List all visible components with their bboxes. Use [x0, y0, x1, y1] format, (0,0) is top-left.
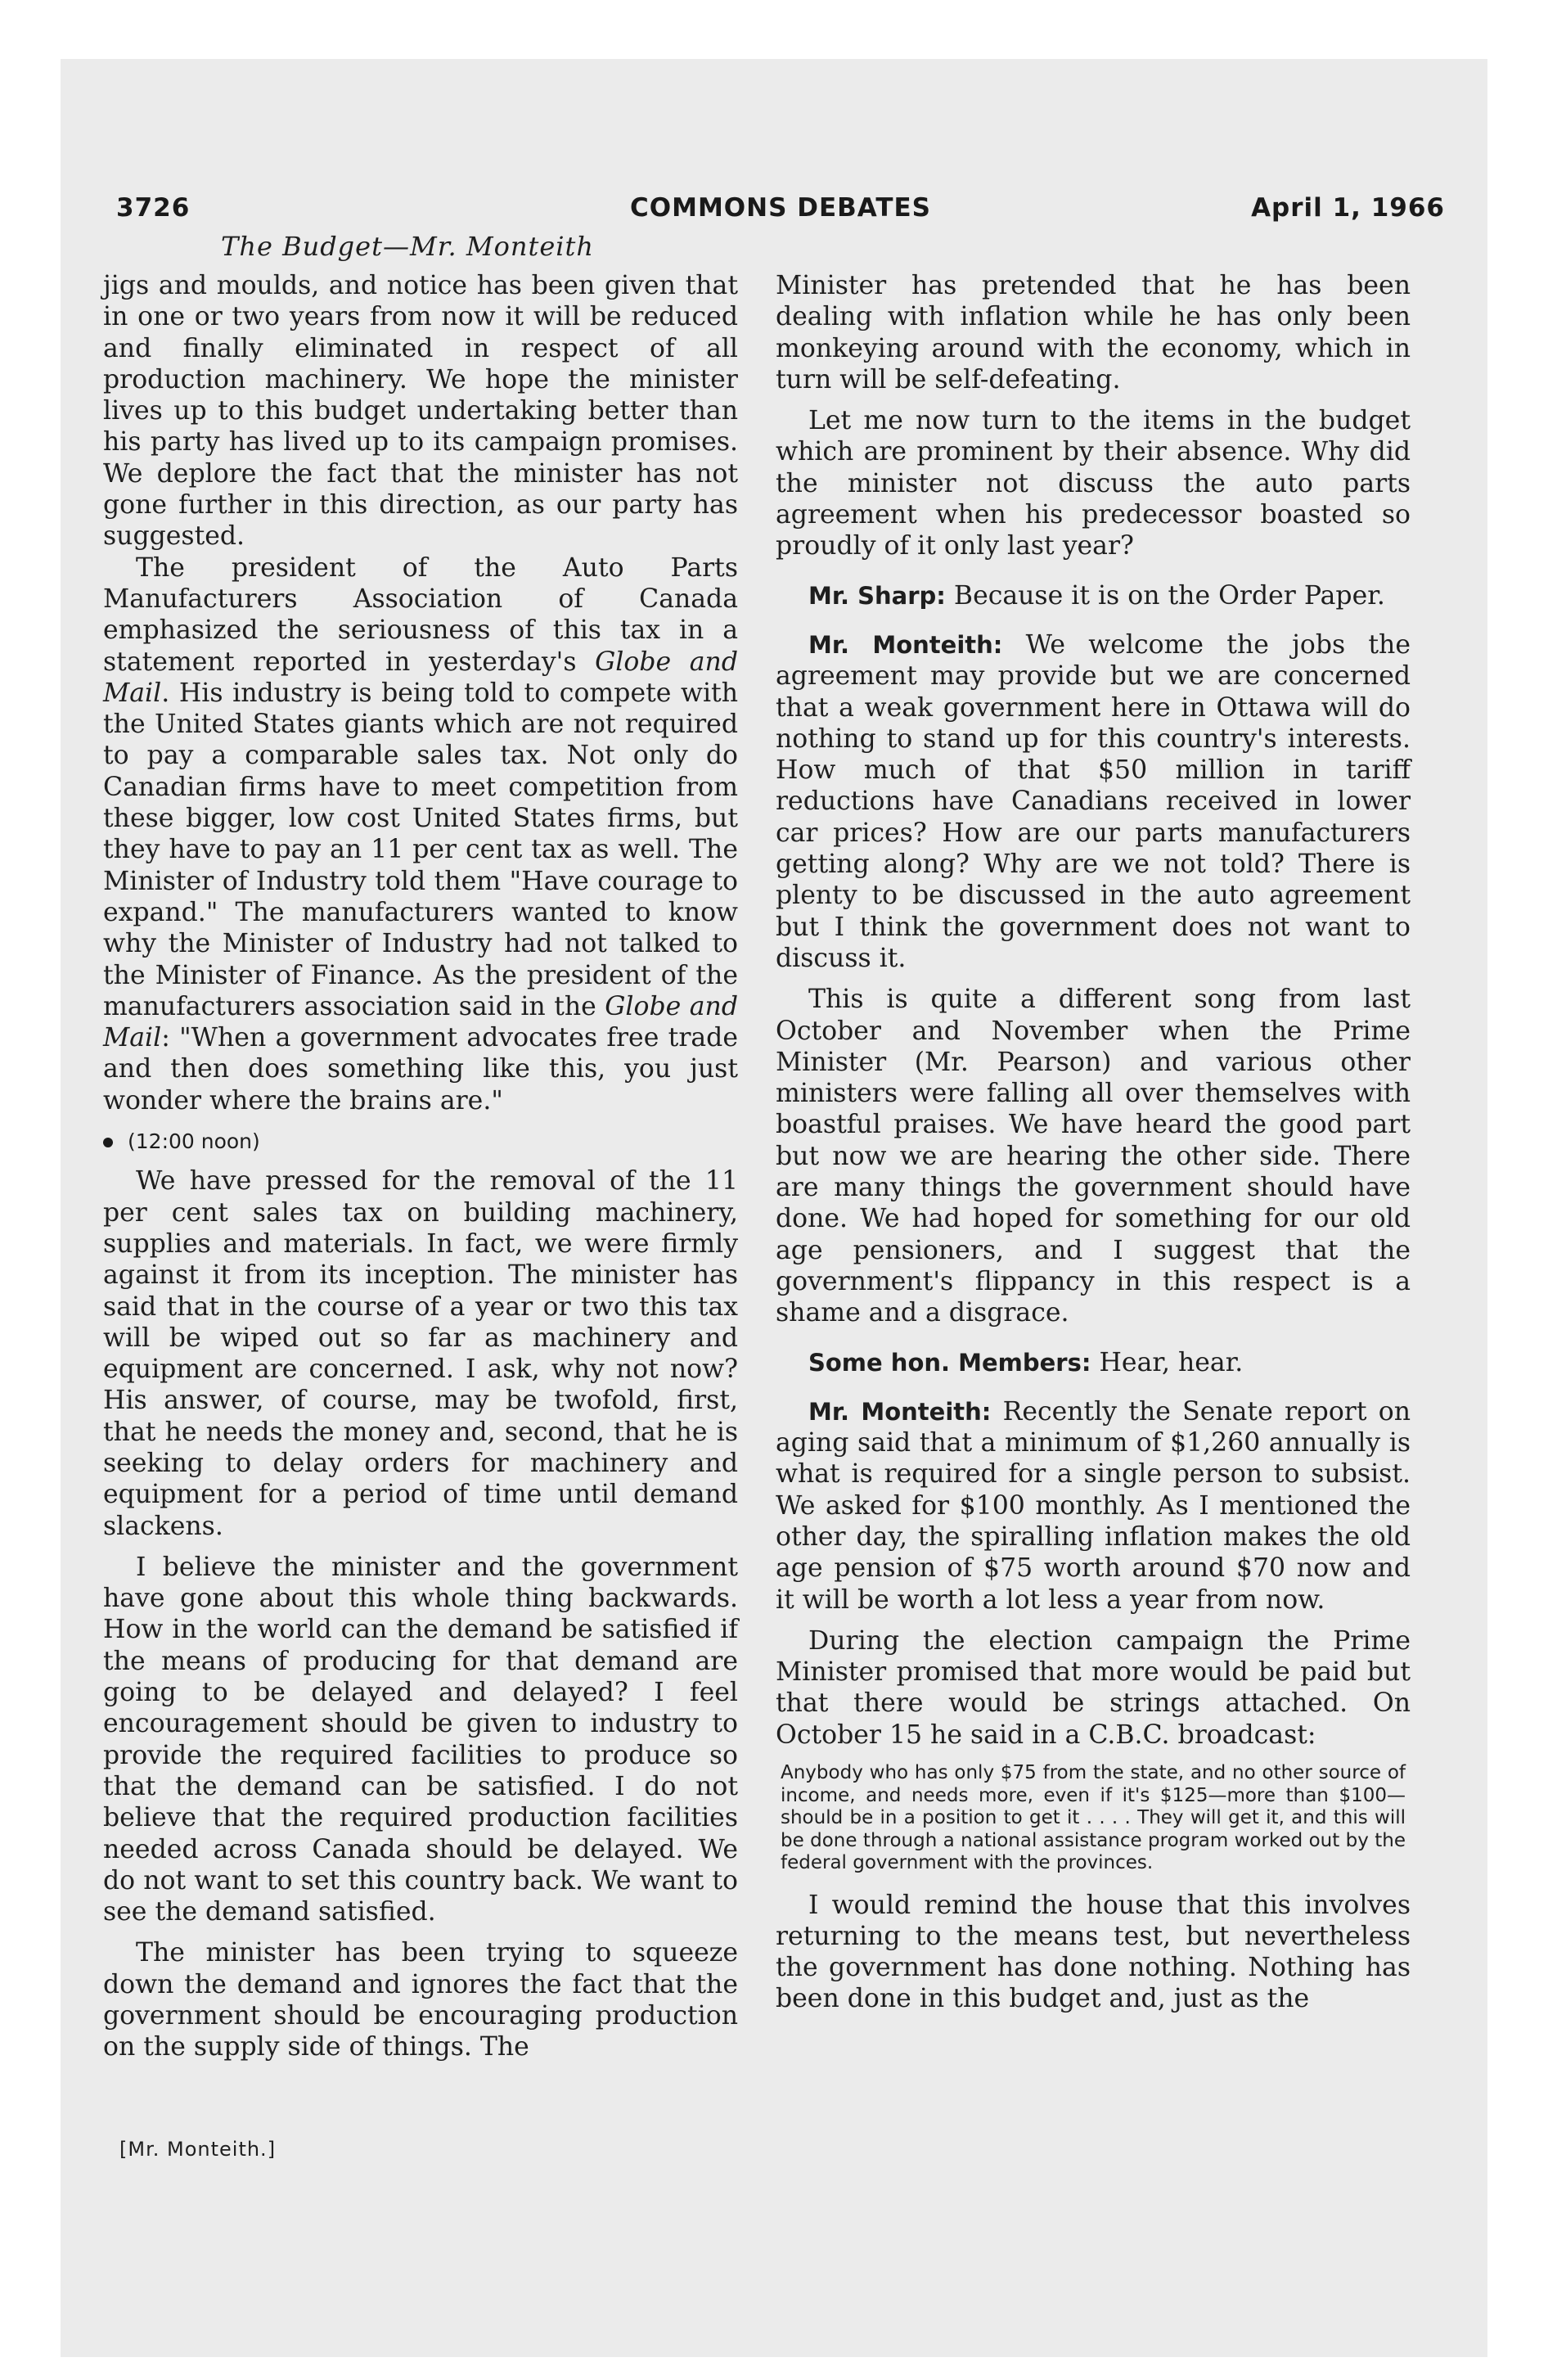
paragraph: I believe the minister and the government have gone about this whole thing backwards. How in the world can the demand be satisfied if the means of producing for that demand are going to be delayed and delayed? I feel encouragement should be given to industry to provide the required facilities to produce so that the demand can be satisfied. I do not believe that the required production facilities needed across Canada should be delayed. We do not want to set this country back. We want to see the demand satisfied.: [103, 1552, 738, 1927]
footer-speaker-note: [Mr. Monteith.]: [119, 2138, 277, 2161]
speech: Mr. Monteith: We welcome the jobs the agreement may provide but we are concerned that a weak government here in Ottawa will do nothing to stand up for this country's interests. How much of that $50 million in tariff reductions have Canadians received in lower car prices? How are our parts manufacturers getting along? Why are we not told? There is plenty to be discussed in the auto agreement but I think the government does not want to discuss it.: [776, 629, 1411, 973]
page-number: 3726: [116, 193, 191, 223]
bullet-icon: [103, 1138, 113, 1147]
section-subheading: The Budget—Mr. Monteith: [221, 231, 594, 262]
time-marker: (12:00 noon): [103, 1126, 738, 1157]
paragraph: The minister has been trying to squeeze down the demand and ignores the fact that the government should be encouraging production on the supply side of things. The: [103, 1938, 738, 2062]
speech: Mr. Monteith: Recently the Senate report on aging said that a minimum of $1,260 annually is what is required for a single person to subsist. We asked for $100 monthly. As I mentioned the other day, the spiralling inflation makes the old age pension of $75 worth around $70 now and it will be worth a lot less a year from now.: [776, 1396, 1411, 1615]
right-column: [776, 270, 1411, 2015]
newspaper-title: Globe and Mail: [103, 991, 738, 1053]
paragraph: Minister has pretended that he has been dealing with inflation while he has only been monkeying around with the economy, which in turn will be self-defeating.: [776, 271, 1411, 394]
speaker-name: Mr. Sharp:: [808, 581, 946, 610]
paragraph: Let me now turn to the items in the budget which are prominent by their absence. Why did the minister not discuss the auto parts agreement when his predecessor boasted so proudly of it only last year?: [776, 406, 1411, 561]
speaker-name: Mr. Monteith:: [808, 1397, 992, 1426]
paragraph: The president of the Auto Parts Manufacturers Association of Canada emphasized the seriousness of this tax in a statement reported in yesterday's Globe and Mail. His industry is being told to compete with the United States giants which are not required to pay a comparable sales tax. Not only do Canadian firms have to meet competition from these bigger, low cost United States firms, but they have to pay an 11 per cent tax as well. The Minister of Industry told them "Have courage to expand." The manufacturers wanted to know why the Minister of Industry had not talked to the Minister of Finance. As the president of the manufacturers association said in the Globe and Mail: "When a government advocates free trade and then does something like this, you just wonder where the brains are.": [103, 552, 738, 1116]
speaker-name: Some hon. Members:: [808, 1348, 1091, 1377]
paragraph: This is quite a different song from last October and November when the Prime Minister (Mr. Pearson) and various other ministers were falling all over themselves with boastful praises. We have heard the good part but now we are hearing the other side. There are many things the government should have done. We had hoped for something for our old age pensioners, and I suggest that the government's flippancy in this respect is a shame and a disgrace.: [776, 985, 1411, 1328]
newspaper-title: Globe and Mail: [103, 647, 738, 708]
paragraph: During the election campaign the Prime Minister promised that more would be paid but that there would be strings attached. On October 15 he said in a C.B.C. broadcast:: [776, 1625, 1411, 1750]
speaker-name: Mr. Monteith:: [808, 630, 1003, 659]
left-column: [103, 270, 738, 2063]
page-header: [116, 193, 1445, 231]
page-date: April 1, 1966: [1251, 193, 1445, 223]
paragraph: I would remind the house that this involves returning to the means test, but nevertheless the government has done nothing. Nothing has been done in this budget and, just as the: [776, 1890, 1411, 2014]
speech: Some hon. Members: Hear, hear.: [808, 1347, 1244, 1377]
block-quote: Anybody who has only $75 from the state, and no other source of income, and needs more, even if it's $125—more than $100—should be in a position to get it . . . . They will get it, and this will be done through a national assistance program worked out by the federal government with the provinces.: [781, 1762, 1406, 1874]
publication-title: COMMONS DEBATES: [630, 193, 931, 223]
speech: Mr. Sharp: Because it is on the Order Paper.: [808, 580, 1385, 611]
paragraph: We have pressed for the removal of the 11 per cent sales tax on building machinery, supplies and materials. In fact, we were firmly against it from its inception. The minister has said that in the course of a year or two this tax will be wiped out so far as machinery and equipment are concerned. I ask, why not now? His answer, of course, may be twofold, first, that he needs the money and, second, that he is seeking to delay orders for machinery and equipment for a period of time until demand slackens.: [103, 1166, 738, 1541]
paragraph: jigs and moulds, and notice has been given that in one or two years from now it will be reduced and finally eliminated in respect of all production machinery. We hope the minister lives up to this budget undertaking better than his party has lived up to its campaign promises. We deplore the fact that the minister has not gone further in this direction, as our party has suggested.: [103, 271, 738, 552]
